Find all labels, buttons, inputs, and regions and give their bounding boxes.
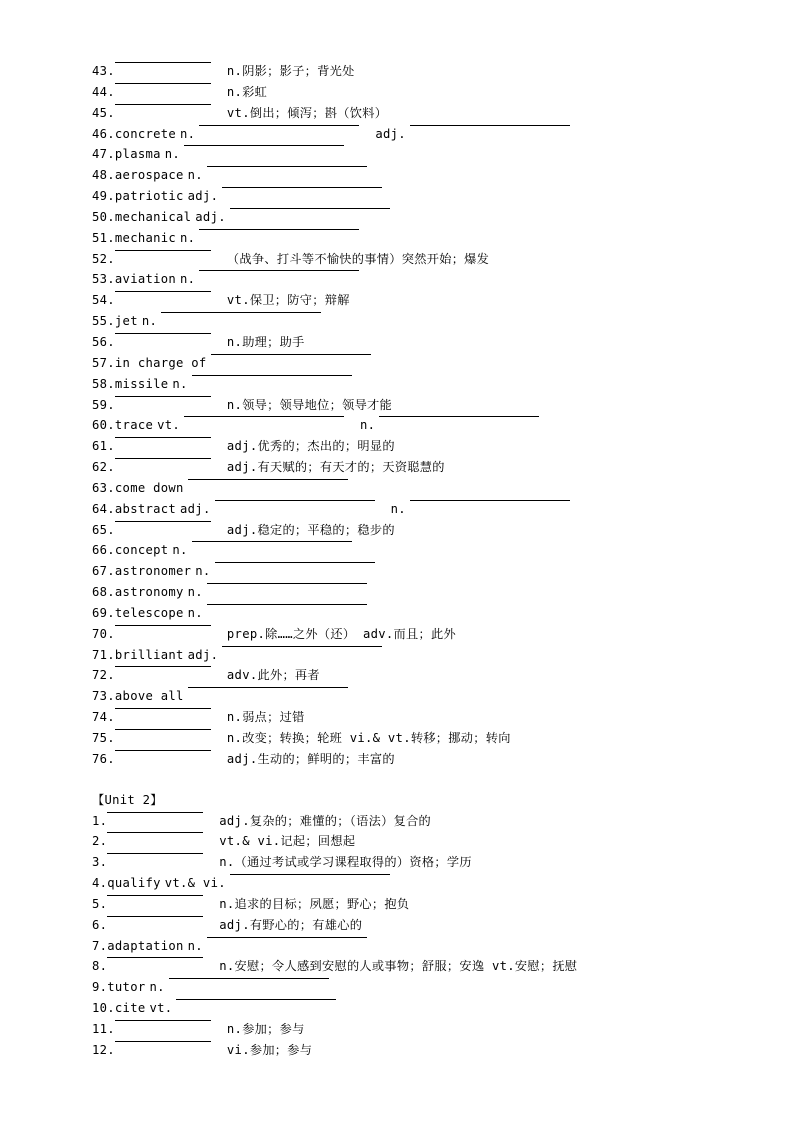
- definition: n.弱点；过错: [226, 710, 305, 725]
- definition: vt.倒出；倾泻；斟（饮料）: [226, 105, 388, 120]
- english-word: brilliant: [114, 647, 184, 662]
- item-number: 11.: [92, 1021, 115, 1036]
- answer-blank[interactable]: [176, 998, 336, 1000]
- english-word: come down: [114, 480, 184, 495]
- definition: adv.此外；再者: [226, 668, 320, 683]
- vocab-item: [92, 61, 782, 82]
- vocab-item: [92, 603, 782, 624]
- item-number: 62.: [92, 460, 115, 475]
- item-number: 67.: [92, 564, 115, 579]
- answer-blank[interactable]: [115, 707, 211, 709]
- vocab-item: [92, 977, 782, 998]
- answer-blank[interactable]: [188, 686, 348, 688]
- vocab-item: [92, 103, 782, 124]
- vocab-item: [92, 561, 782, 582]
- item-number: 63.: [92, 480, 115, 495]
- answer-blank[interactable]: [115, 457, 211, 459]
- answer-blank[interactable]: [207, 165, 367, 167]
- vocab-item: [92, 311, 782, 332]
- definition: n.阴影；影子；背光处: [226, 64, 355, 78]
- vocab-item: [92, 353, 782, 374]
- vocab-item: [92, 831, 782, 852]
- vocab-item: [92, 269, 782, 290]
- vocab-item: [92, 873, 782, 894]
- answer-blank[interactable]: [184, 144, 344, 146]
- pos-label: adj.: [180, 501, 211, 516]
- definition: n.助理；助手: [226, 334, 305, 349]
- definition: n.安慰；令人感到安慰的人或事物；舒服；安逸 vt.安慰；抚慰: [219, 959, 578, 974]
- answer-blank[interactable]: [107, 831, 203, 833]
- definition: n.参加；参与: [226, 1021, 305, 1036]
- answer-blank[interactable]: [115, 1019, 211, 1021]
- answer-blank[interactable]: [207, 603, 367, 605]
- vocabulary-worksheet: [92, 61, 782, 1061]
- answer-blank[interactable]: [222, 186, 382, 188]
- vocab-item: [92, 956, 782, 977]
- answer-blank[interactable]: [199, 124, 359, 126]
- answer-blank[interactable]: [215, 499, 375, 501]
- item-number: 61.: [92, 439, 115, 454]
- english-word: adaptation: [107, 938, 184, 953]
- pos-label: n.: [360, 418, 376, 433]
- definition: vt.& vi.记起；回想起: [219, 834, 356, 849]
- item-number: 73.: [92, 689, 115, 704]
- english-word: astronomer: [114, 564, 192, 579]
- definition: adj.有野心的；有雄心的: [219, 917, 363, 932]
- pos-label: n.: [195, 564, 211, 579]
- vocab-item: [92, 395, 782, 416]
- vocab-item: [92, 144, 782, 165]
- answer-blank[interactable]: [188, 478, 348, 480]
- item-number: 46.: [92, 126, 115, 141]
- definition: vt.保卫；防守；辩解: [226, 293, 350, 308]
- item-number: 47.: [92, 147, 115, 162]
- answer-blank[interactable]: [192, 540, 352, 542]
- pos-label: n.: [187, 168, 203, 183]
- pos-label: vt.: [149, 1001, 173, 1016]
- english-word: in charge of: [114, 355, 207, 370]
- definition: n.改变；转换；轮班 vi.& vt.转移；挪动；转向: [226, 731, 511, 745]
- definition: n.追求的目标；夙愿；野心；抱负: [219, 896, 410, 911]
- vocab-item: [92, 582, 782, 603]
- pos-label: n.: [187, 605, 203, 620]
- item-number: 12.: [92, 1042, 115, 1057]
- vocab-item: [92, 228, 782, 249]
- item-number: 9.: [92, 980, 108, 995]
- item-number: 3.: [92, 855, 108, 870]
- unit2-list: [92, 811, 782, 1061]
- item-number: 51.: [92, 230, 115, 245]
- pos-label: n.: [180, 126, 196, 141]
- answer-blank[interactable]: [107, 894, 203, 896]
- definition: n.（通过考试或学习课程取得的）资格；学历: [219, 855, 472, 870]
- item-number: 4.: [92, 876, 108, 891]
- answer-blank[interactable]: [230, 207, 390, 209]
- english-word: above all: [114, 689, 184, 704]
- item-number: 7.: [92, 938, 108, 953]
- pos-label: n.: [187, 938, 203, 953]
- item-number: 49.: [92, 189, 115, 204]
- definition: adj.有天赋的；有天才的；天资聪慧的: [226, 460, 445, 475]
- answer-blank[interactable]: [192, 374, 352, 376]
- vocab-item: [92, 165, 782, 186]
- definition: adj.复杂的；难懂的；（语法）复合的: [219, 813, 432, 828]
- item-number: 53.: [92, 272, 115, 287]
- vocab-item: [92, 645, 782, 666]
- pos-label: n.: [149, 980, 165, 995]
- english-word: telescope: [114, 605, 184, 620]
- answer-blank[interactable]: [115, 665, 211, 667]
- definition: n.领导；领导地位；领导才能: [226, 397, 393, 412]
- item-number: 69.: [92, 605, 115, 620]
- item-number: 64.: [92, 501, 115, 516]
- item-number: 50.: [92, 209, 115, 224]
- vocab-item: [92, 894, 782, 915]
- answer-blank[interactable]: [115, 520, 211, 522]
- item-number: 8.: [92, 959, 108, 974]
- definition: adj.优秀的；杰出的；明显的: [226, 439, 395, 454]
- answer-blank[interactable]: [115, 624, 211, 626]
- english-word: patriotic: [114, 189, 184, 204]
- english-word: tutor: [107, 980, 146, 995]
- vocab-item: [92, 207, 782, 228]
- answer-blank[interactable]: [107, 811, 203, 813]
- answer-blank[interactable]: [161, 311, 321, 313]
- unit2-header: [92, 790, 782, 811]
- vocab-item: [92, 936, 782, 957]
- answer-blank[interactable]: [222, 645, 382, 647]
- item-number: 44.: [92, 84, 115, 99]
- english-word: plasma: [114, 147, 161, 162]
- english-word: cite: [114, 1001, 146, 1016]
- pos-label: n.: [164, 147, 181, 162]
- answer-blank[interactable]: [169, 977, 329, 979]
- pos-label: n.: [390, 501, 406, 516]
- vocab-item: [92, 457, 782, 478]
- vocab-item: [92, 124, 782, 145]
- answer-blank[interactable]: [115, 249, 211, 251]
- vocab-item: [92, 499, 782, 520]
- answer-blank[interactable]: [115, 749, 211, 751]
- english-word: mechanic: [114, 230, 177, 245]
- english-word: concrete: [114, 126, 177, 141]
- vocab-item: [92, 415, 782, 436]
- item-number: 52.: [92, 251, 115, 266]
- item-number: 75.: [92, 731, 115, 745]
- vocab-item: [92, 1040, 782, 1061]
- vocab-item: [92, 478, 782, 499]
- answer-blank[interactable]: [199, 269, 359, 271]
- item-number: 72.: [92, 668, 115, 683]
- english-word: aerospace: [114, 168, 184, 183]
- pos-label: adj.: [187, 189, 219, 204]
- vocab-item: [92, 707, 782, 728]
- answer-blank[interactable]: [207, 936, 367, 938]
- answer-blank[interactable]: [115, 290, 211, 292]
- item-number: 54.: [92, 293, 115, 308]
- item-number: 6.: [92, 917, 108, 932]
- answer-blank[interactable]: [115, 1040, 211, 1042]
- english-word: jet: [114, 314, 138, 329]
- vocab-item: [92, 249, 782, 270]
- item-number: 65.: [92, 522, 115, 537]
- answer-blank[interactable]: [115, 332, 211, 334]
- answer-blank[interactable]: [215, 561, 375, 563]
- item-number: 71.: [92, 647, 115, 662]
- answer-blank[interactable]: [199, 228, 359, 230]
- item-number: 57.: [92, 355, 115, 370]
- vocab-item: [92, 665, 782, 686]
- english-word: aviation: [114, 272, 177, 287]
- answer-blank[interactable]: [230, 873, 390, 875]
- definition: n.彩虹: [226, 84, 268, 99]
- pos-label: vt.& vi.: [164, 876, 226, 891]
- pos-label: adj.: [195, 209, 226, 224]
- pos-label: adj.: [375, 126, 406, 141]
- english-word: missile: [114, 376, 169, 391]
- answer-blank[interactable]: [211, 353, 371, 355]
- unit1-list: [92, 61, 782, 770]
- pos-label: n.: [180, 272, 196, 287]
- english-word: abstract: [114, 501, 177, 516]
- answer-blank[interactable]: [107, 915, 203, 917]
- item-number: 5.: [92, 896, 108, 911]
- vocab-item: [92, 728, 782, 749]
- vocab-item: [92, 915, 782, 936]
- answer-blank[interactable]: [115, 82, 211, 84]
- answer-blank[interactable]: [379, 415, 539, 417]
- item-number: 60.: [92, 418, 115, 433]
- english-word: concept: [114, 543, 169, 558]
- item-number: 43.: [92, 64, 115, 78]
- item-number: 1.: [92, 813, 108, 828]
- pos-label: n.: [187, 585, 203, 600]
- vocab-item: [92, 374, 782, 395]
- vocab-item: [92, 520, 782, 541]
- item-number: 66.: [92, 543, 115, 558]
- answer-blank[interactable]: [115, 728, 211, 730]
- vocab-item: [92, 852, 782, 873]
- definition: adj.稳定的；平稳的；稳步的: [226, 522, 395, 537]
- answer-blank[interactable]: [184, 415, 344, 417]
- item-number: 68.: [92, 585, 115, 600]
- item-number: 2.: [92, 834, 108, 849]
- answer-blank[interactable]: [115, 436, 211, 438]
- item-number: 70.: [92, 626, 115, 641]
- answer-blank[interactable]: [410, 499, 570, 501]
- pos-label: vt.: [157, 418, 181, 433]
- item-number: 10.: [92, 1001, 115, 1016]
- item-number: 74.: [92, 710, 115, 725]
- vocab-item: [92, 811, 782, 832]
- english-word: trace: [114, 418, 154, 433]
- item-number: 76.: [92, 751, 115, 766]
- item-number: 45.: [92, 105, 115, 120]
- pos-label: n.: [180, 230, 196, 245]
- item-number: 48.: [92, 168, 115, 183]
- definition: vi.参加；参与: [226, 1042, 313, 1057]
- definition: （战争、打斗等不愉快的事情）突然开始；爆发: [226, 251, 490, 266]
- vocab-item: [92, 82, 782, 103]
- definition: prep.除……之外（还） adv.而且；此外: [226, 626, 456, 641]
- item-number: 56.: [92, 334, 115, 349]
- answer-blank[interactable]: [115, 395, 211, 397]
- answer-blank[interactable]: [410, 124, 570, 126]
- pos-label: n.: [172, 543, 188, 558]
- definition: adj.生动的；鲜明的；丰富的: [226, 751, 395, 766]
- vocab-item: [92, 436, 782, 457]
- answer-blank[interactable]: [115, 61, 211, 63]
- english-word: qualify: [107, 876, 161, 891]
- answer-blank[interactable]: [107, 956, 203, 958]
- vocab-item: [92, 998, 782, 1019]
- answer-blank[interactable]: [207, 582, 367, 584]
- pos-label: n.: [141, 314, 158, 329]
- vocab-item: [92, 749, 782, 770]
- item-number: 59.: [92, 397, 115, 412]
- unit2-header-text: 【Unit 2】: [92, 792, 163, 807]
- vocab-item: [92, 624, 782, 645]
- vocab-item: [92, 332, 782, 353]
- pos-label: n.: [172, 376, 188, 391]
- pos-label: adj.: [187, 647, 219, 662]
- english-word: mechanical: [114, 209, 192, 224]
- answer-blank[interactable]: [115, 103, 211, 105]
- item-number: 55.: [92, 314, 115, 329]
- vocab-item: [92, 540, 782, 561]
- vocab-item: [92, 1019, 782, 1040]
- vocab-item: [92, 290, 782, 311]
- answer-blank[interactable]: [107, 852, 203, 854]
- english-word: astronomy: [114, 585, 184, 600]
- item-number: 58.: [92, 376, 115, 391]
- vocab-item: [92, 686, 782, 707]
- vocab-item: [92, 186, 782, 207]
